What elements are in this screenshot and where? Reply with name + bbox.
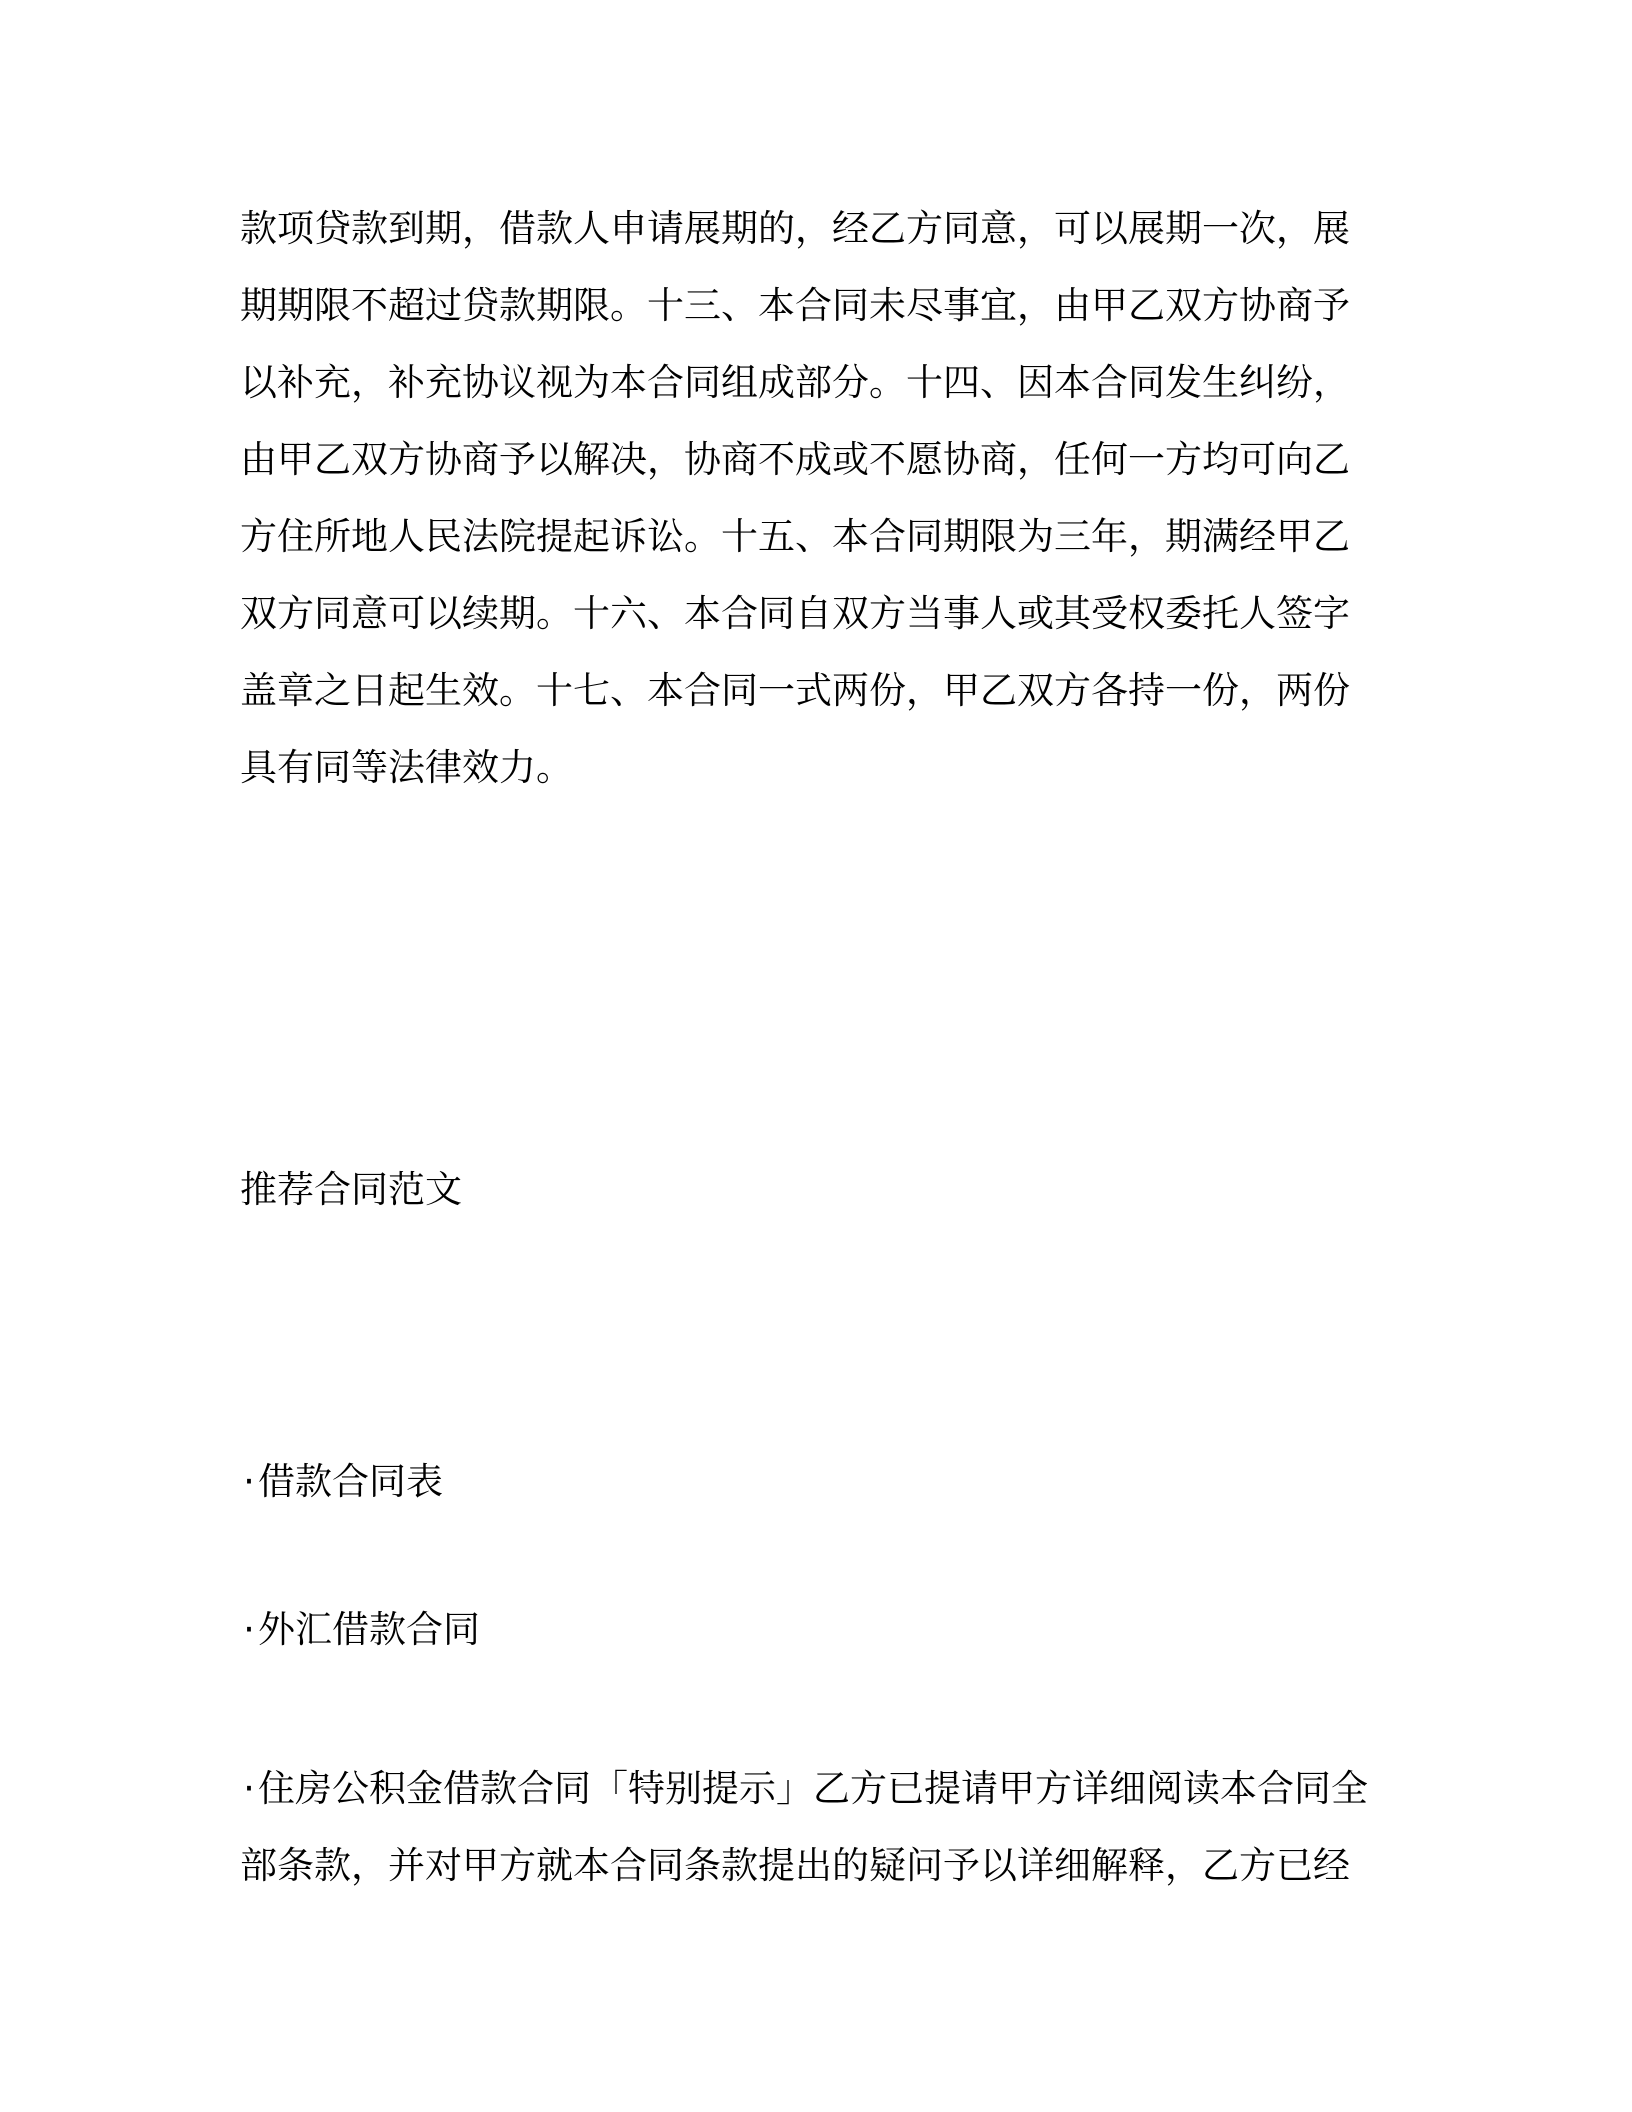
recommend-link-housing-fund-loan[interactable] — [240, 1750, 1368, 1904]
bullet: · — [243, 1608, 255, 1651]
body-line: 以补充，补充协议视为本合同组成部分。十四、因本合同发生纠纷， — [240, 361, 1350, 404]
recommend-link-loan-contract-form[interactable] — [240, 1452, 443, 1512]
recommend-heading: 推荐合同范文 — [240, 1168, 462, 1211]
bullet: · — [243, 1767, 255, 1810]
recommend-link-label: 外汇借款合同 — [258, 1608, 480, 1651]
body-line: 盖章之日起生效。十七、本合同一式两份，甲乙双方各持一份，两份 — [240, 669, 1350, 712]
body-line — [240, 1750, 1368, 1827]
body-line: 部条款，并对甲方就本合同条款提出的疑问予以详细解释，乙方已经 — [240, 1844, 1350, 1887]
body-line: 双方同意可以续期。十六、本合同自双方当事人或其受权委托人签字 — [240, 592, 1350, 635]
recommend-link-label: 住房公积金借款合同「特别提示」乙方已提请甲方详细阅读本合同全 — [258, 1767, 1368, 1810]
recommend-link-foreign-exchange-loan[interactable] — [240, 1600, 480, 1660]
body-line: 期期限不超过贷款期限。十三、本合同未尽事宜，由甲乙双方协商予 — [240, 284, 1350, 327]
body-line: 具有同等法律效力。 — [240, 746, 573, 789]
bullet: · — [243, 1460, 255, 1503]
contract-body-text — [240, 190, 1370, 806]
body-line: 款项贷款到期，借款人申请展期的，经乙方同意，可以展期一次，展 — [240, 207, 1350, 250]
body-line: 方住所地人民法院提起诉讼。十五、本合同期限为三年，期满经甲乙 — [240, 515, 1350, 558]
body-line: 由甲乙双方协商予以解决，协商不成或不愿协商，任何一方均可向乙 — [240, 438, 1350, 481]
recommend-link-label: 借款合同表 — [258, 1460, 443, 1503]
